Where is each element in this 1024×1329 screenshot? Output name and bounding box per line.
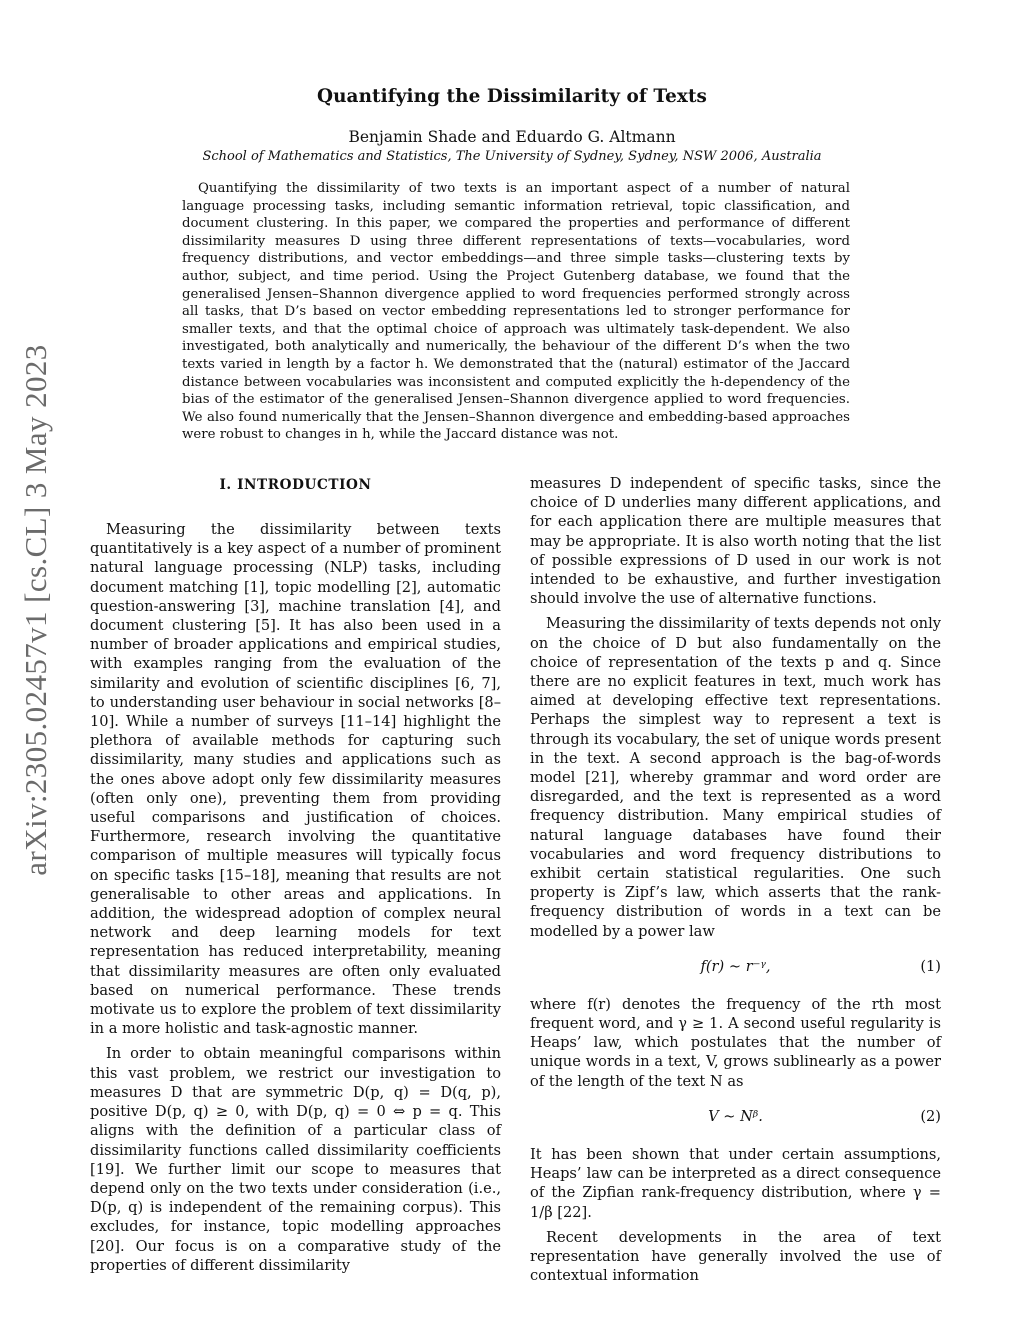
paragraph-recent-developments: Recent developments in the area of text representation have generally involved the use of contextual information	[530, 1228, 941, 1285]
equation-zipf	[530, 957, 941, 979]
paper-authors: Benjamin Shade and Eduardo G. Altmann	[348, 128, 676, 146]
equation-zipf-number: (1)	[920, 957, 941, 975]
intro-paragraph-4: Measuring the dissimilarity of texts depends not only on the choice of D but also fundamentally on the choice of representation of the texts p and q. Since there are no explicit features in text, much work has aimed at developing effective text representations. Perhaps the simplest way to represent a text is through its vocabulary, the set of unique words present in the text. A second approach is the bag-of-words model [21], whereby grammar and word order are disregarded, and the text is represented as a word frequency distribution. Many empirical studies of natural language databases have found their vocabularies and word frequency distributions to exhibit certain statistical regularities. One such property is Zipf’s law, which asserts that the rank-frequency distribution of words in a text can be modelled by a power law	[530, 615, 941, 940]
arxiv-identifier-stamp	[0, 0, 60, 1325]
abstract: Quantifying the dissimilarity of two texts is an important aspect of a number of natural language processing tasks, including semantic information retrieval, topic classification, and document clustering. In this paper, we compared the properties and performance of different dissimilarity measures D using three different representations of texts—vocabularies, word frequency distributions, and vector embeddings—and three simple tasks—clustering texts by author, subject, and time period. Using the Project Gutenberg database, we found that the generalised Jensen–Shannon divergence applied to word frequencies performed strongly across all tasks, that D’s based on vector embedding representations led to stronger performance for smaller texts, and that the optimal choice of approach was ultimately task-dependent. We also investigated, both analytically and numerically, the behaviour of the different D’s when the two texts varied in length by a factor h. We demonstrated that the (natural) estimator of the Jaccard distance between vocabularies was inconsistent and computed explicitly the h-dependency of the bias of the estimator of the generalised Jensen–Shannon divergence applied to word frequencies. We also found numerically that the Jensen–Shannon divergence and embedding-based approaches were robust to changes in h, while the Jaccard distance was not.	[182, 181, 850, 443]
equation-heaps-expression: V ∼ Nᵝ.	[708, 1107, 763, 1125]
equation-zipf-expression: f(r) ∼ r⁻ᵞ,	[700, 957, 771, 975]
paragraph-after-eq1: where f(r) denotes the frequency of the rth most frequent word, and γ ≥ 1. A second useful regularity is Heaps’ law, which postulates that the number of unique words in a text, V, grows sublinearly as a power of the length of the text N as	[530, 995, 941, 1090]
equation-heaps	[530, 1107, 941, 1129]
intro-paragraph-2: In order to obtain meaningful comparisons within this vast problem, we restrict our investigation to measures D that are symmetric D(p, q) = D(q, p), positive D(p, q) ≥ 0, with D(p, q) = 0 ⇔ p = q. This aligns with the definition of a particular class of dissimilarity functions called dissimilarity coefficients [19]. We further limit our scope to measures that depend only on the two texts under consideration (i.e., D(p, q) is independent of the remaining corpus). This excludes, for instance, topic modelling approaches [20]. Our focus is on a comparative study of the properties of different dissimilarity	[90, 1045, 501, 1274]
paragraph-after-eq2: It has been shown that under certain assumptions, Heaps’ law can be interpreted as a direct consequence of the Zipfian rank-frequency distribution, where γ = 1/β [22].	[530, 1145, 941, 1221]
left-column	[90, 474, 501, 1281]
arxiv-stamp-text: arXiv:2305.02457v1 [cs.CL] 3 May 2023	[18, 344, 53, 876]
author-affiliation: School of Mathematics and Statistics, The University of Sydney, Sydney, NSW 2006, Australia	[202, 149, 822, 164]
right-column	[530, 474, 941, 1291]
equation-heaps-number: (2)	[920, 1107, 941, 1125]
intro-paragraph-1: Measuring the dissimilarity between texts quantitatively is a key aspect of a number of prominent natural language processing (NLP) tasks, including document matching [1], topic modelling [2], automatic question-answering [3], machine translation [4], and document clustering [5]. It has also been used in a number of broader applications and empirical studies, with examples ranging from the evaluation of the similarity and evolution of scientific disciplines [6, 7], to understanding user behaviour in social networks [8–10]. While a number of surveys [11–14] highlight the plethora of available methods for capturing such dissimilarity, many studies and applications such as the ones above adopt only few dissimilarity measures (often only one), preventing them from providing useful comparisons and justification of choices. Furthermore, research involving the quantitative comparison of multiple measures will typically focus on specific tasks [15–18], meaning that results are not generalisable to other areas and applications. In addition, the widespread adoption of complex neural network and deep learning models for text representation has reduced interpretability, meaning that dissimilarity measures are often only evaluated based on numerical performance. These trends motivate us to explore the problem of text dissimilarity in a more holistic and task-agnostic manner.	[90, 521, 501, 1038]
arxiv-stamp-svg	[0, 0, 60, 1325]
section-heading-introduction: I. INTRODUCTION	[219, 477, 372, 493]
intro-paragraph-3: measures D independent of specific tasks, since the choice of D underlies many different applications, and for each application there are multiple measures that may be appropriate. It is also worth noting that the list of possible expressions of D used in our work is not intended to be exhaustive, and further investigation should involve the use of alternative functions.	[530, 475, 941, 608]
paper-title: Quantifying the Dissimilarity of Texts	[316, 86, 708, 107]
